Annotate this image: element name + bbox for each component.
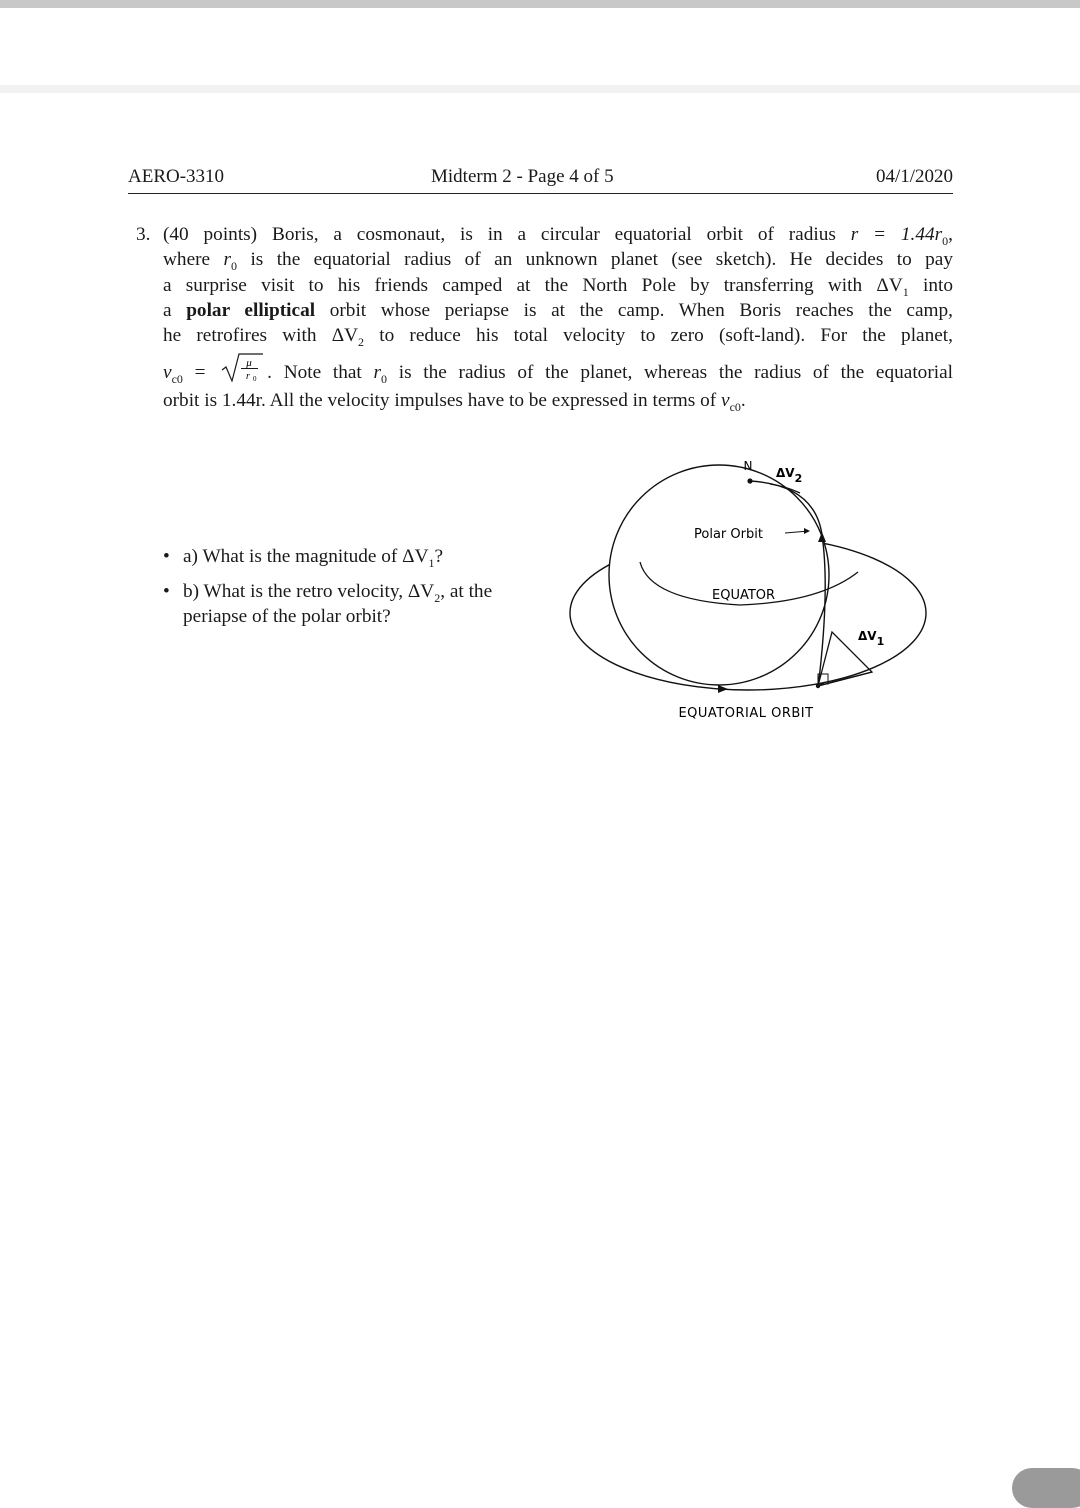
course-code: AERO-3310 (128, 166, 225, 187)
scroll-indicator[interactable] (1012, 1468, 1080, 1508)
problem-line-1: (40 points) Boris, a cosmonaut, is in a circular equatorial orbit of radius $r = 1.44r_0$, (163, 224, 953, 248)
equatorial-orbit-arrowhead (718, 685, 728, 693)
sqrt-formula (221, 352, 263, 395)
label-dv1: ΔV1 (858, 629, 885, 648)
question-list (163, 544, 543, 639)
page-separator (0, 85, 1080, 93)
window-top-bar (0, 0, 1080, 8)
planet-sphere (609, 465, 829, 685)
problem-statement (136, 222, 954, 415)
frac-mu: μ (246, 357, 252, 370)
problem-line-3: a surprise visit to his friends camped at the North Pole by transferring with $\Delta V_1$ into (163, 274, 953, 299)
question-a: • a) What is the magnitude of $\Delta V_1$? (163, 546, 444, 570)
label-dv2: ΔV2 (776, 466, 803, 485)
svg-text:0: 0 (253, 375, 257, 383)
label-north: N (743, 459, 753, 473)
label-polar-orbit: Polar Orbit (694, 527, 763, 542)
bold-polar-elliptical: polar elliptical (186, 299, 316, 321)
label-equatorial-orbit: EQUATORIAL ORBIT (678, 706, 814, 721)
page-header (128, 166, 953, 194)
exam-page-label: Midterm 2 - Page 4 of 5 (431, 166, 614, 187)
transfer-point (816, 684, 820, 688)
problem-line-6: $v_{c0}$ = μ r 0 . Note that $r_0$ is the radius of the planet, whereas the radius of the equatorial (163, 348, 953, 388)
problem-line-4: a polar elliptical orbit whose periapse is at the camp. When Boris reaches the camp, (163, 299, 953, 321)
problem-line-7: orbit is 1.44r. All the velocity impulses have to be expressed in terms of $v_{c0}$. (163, 390, 746, 415)
orbit-sketch (560, 450, 940, 730)
svg-text:r: r (246, 371, 251, 383)
label-equator: EQUATOR (712, 588, 776, 603)
question-b: • b) What is the retro velocity, $\Delta V_2$, at the periapse of the polar orbit? (163, 581, 493, 627)
north-pole-point (747, 478, 752, 483)
exam-date: 04/1/2020 (875, 166, 953, 187)
problem-line-2: where $r_0$ is the equatorial radius of an unknown planet (see sketch). He decides to pay (163, 249, 953, 274)
problem-line-5: he retrofires with $\Delta V_2$ to reduce his total velocity to zero (soft-land). For the planet, (163, 325, 953, 350)
problem-number: 3. (136, 224, 151, 245)
